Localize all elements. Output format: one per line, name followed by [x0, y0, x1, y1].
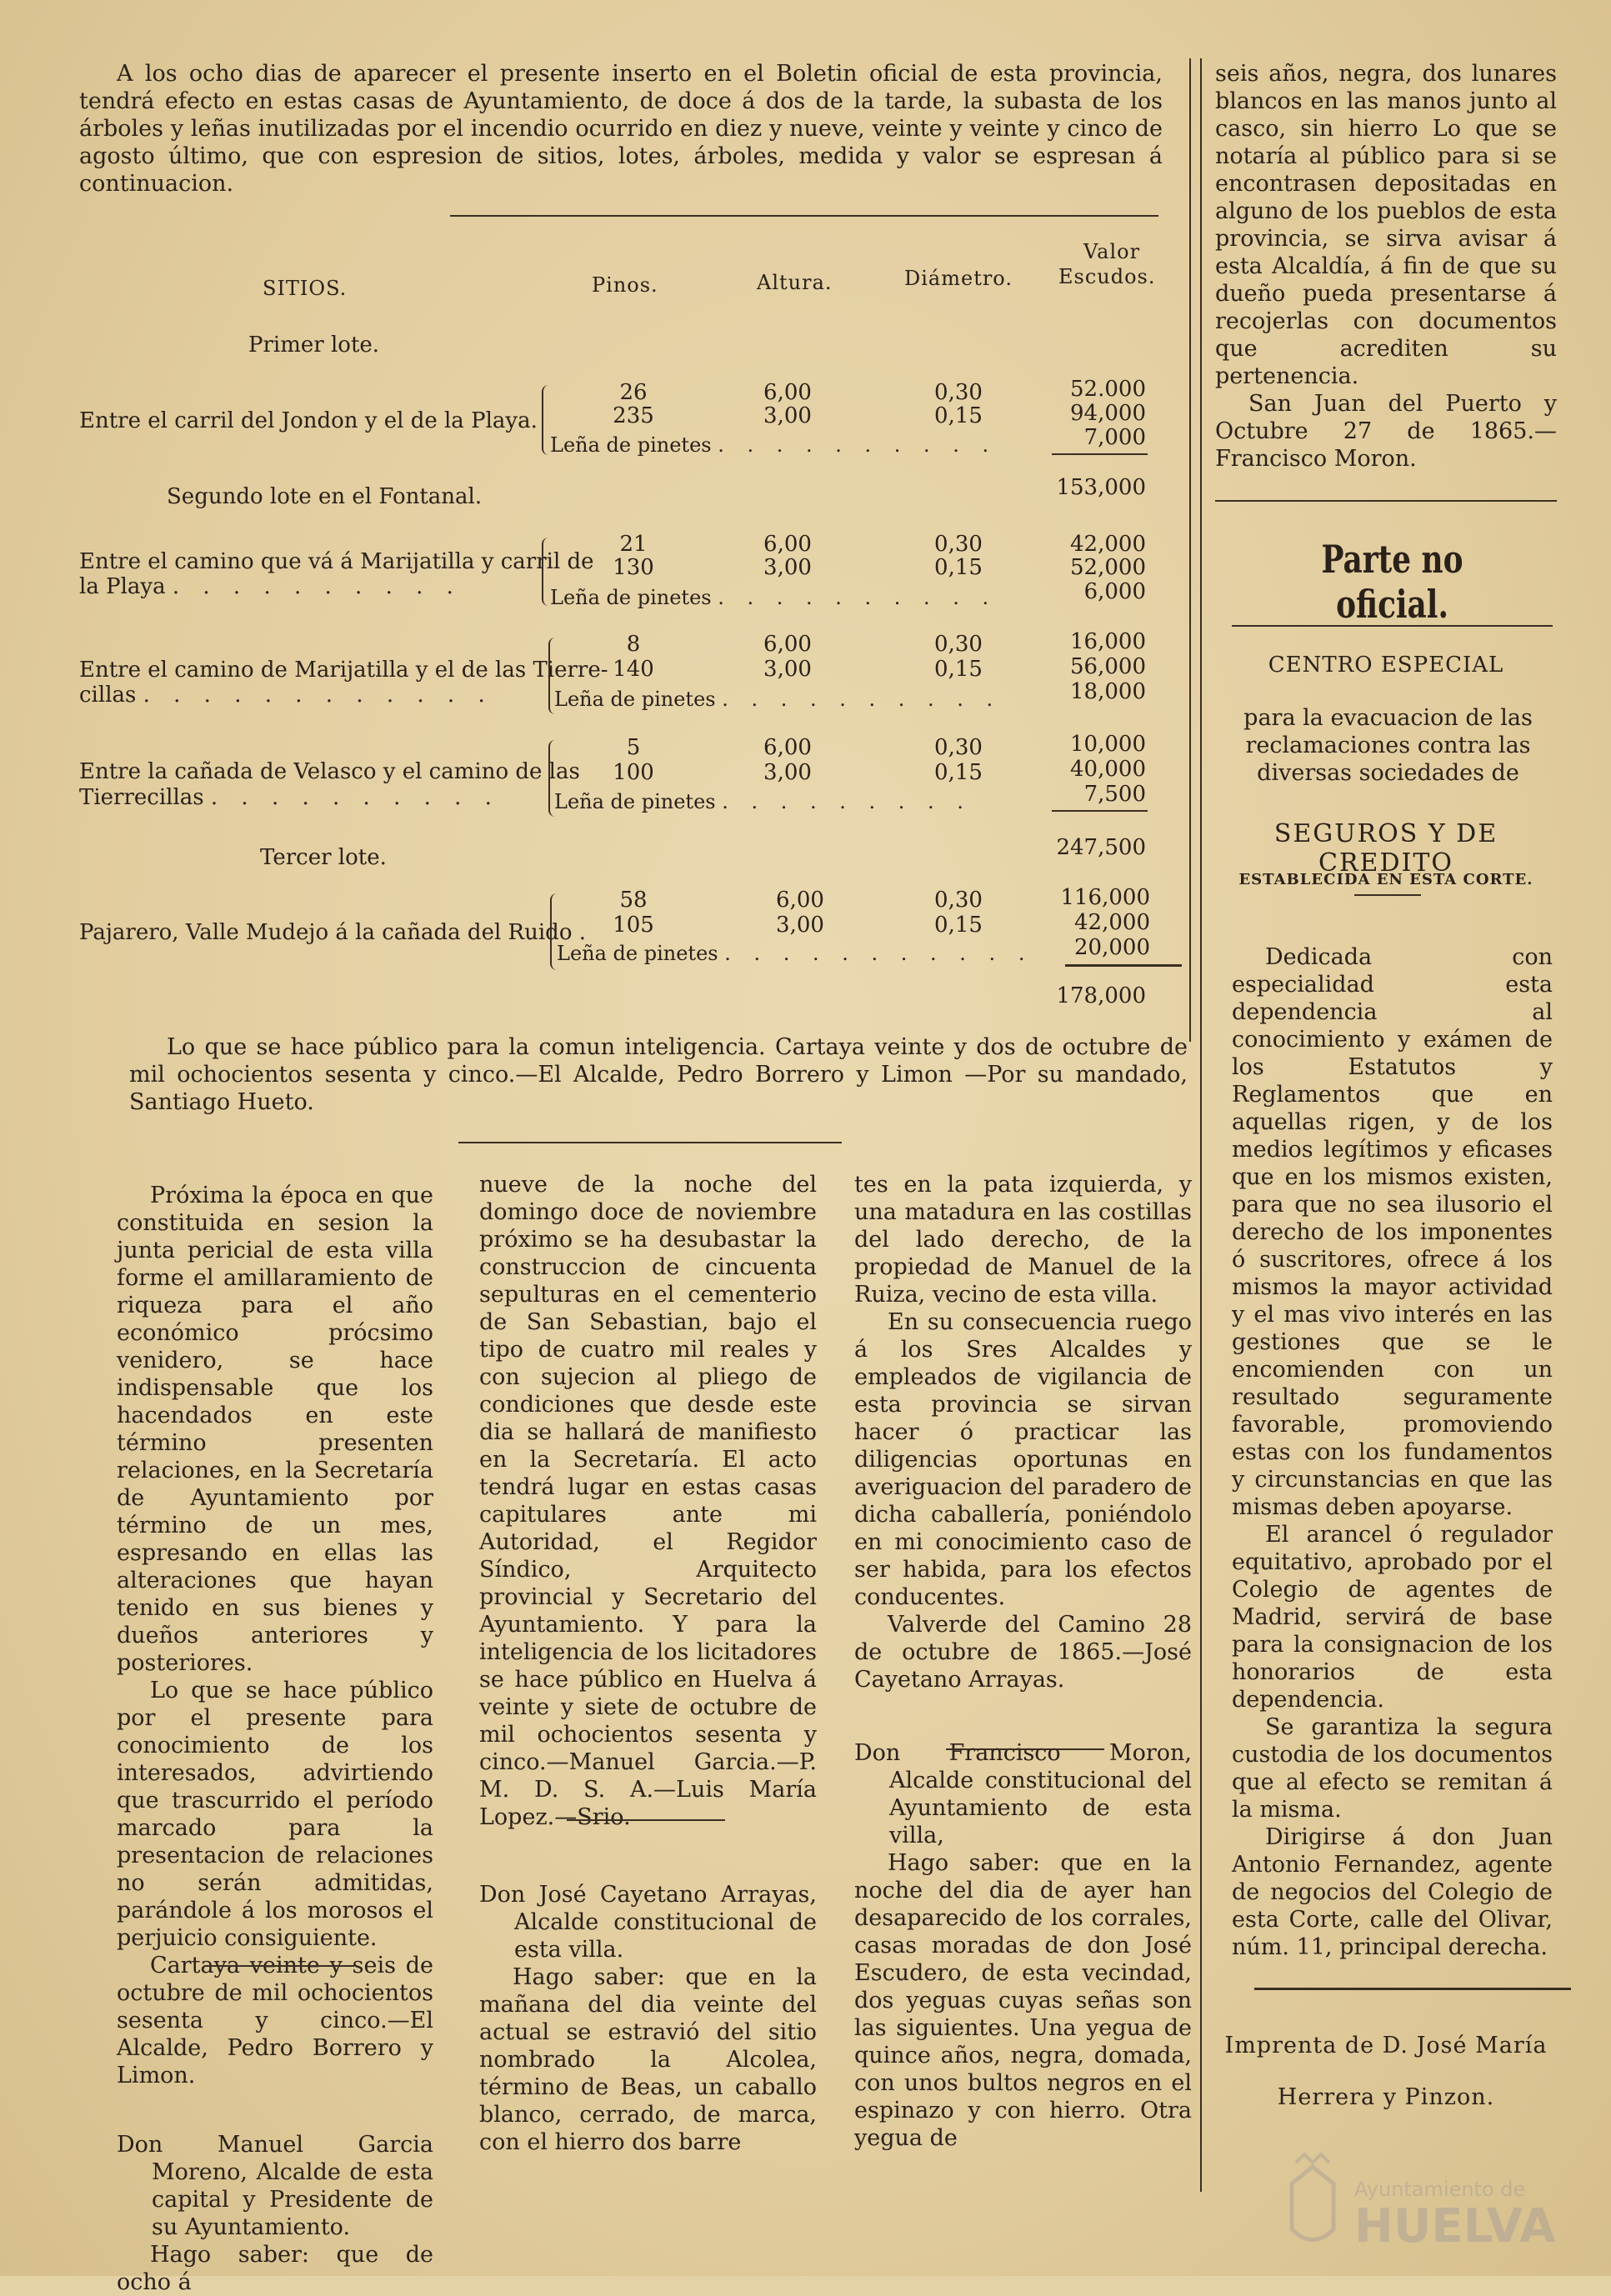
header-sitios: SITIOS.	[263, 277, 348, 300]
col1-paragraph-5: Hago saber: que de ocho á	[117, 2242, 433, 2295]
closing-paragraph: Lo que se hace público para la comun inteligencia. Cartaya veinte y dos de octubre de mil ochocientos sesenta y cinco.—El Alcalde, Pedro Borrero y Limon —Por su mandado, Santiago Hueto.	[129, 1034, 1188, 1115]
total-1: 153,000	[1056, 475, 1146, 500]
row3-diametro-1: 0,30	[934, 632, 983, 657]
watermark-line-2: HUELVA	[1354, 2199, 1556, 2253]
row1-pinos-2: 235	[613, 403, 654, 428]
row4-lena: Leña de pinetes . . . . . . . . .	[554, 790, 972, 813]
col4-paragraph-5: Se garantiza la segura custodia de los documentos que al efecto se remitan á la misma.	[1232, 1714, 1553, 1823]
separator	[1215, 500, 1557, 502]
row2-diametro-1: 0,30	[934, 532, 983, 557]
total-2: 247,500	[1056, 835, 1146, 860]
row5-sitio-text: Pajarero, Valle Mudejo á la cañada del Ruido	[79, 920, 573, 945]
establecida-heading: ESTABLECIDA EN ESTA CORTE.	[1238, 871, 1533, 888]
col1-paragraph-2: Lo que se hace público por el presente para conocimiento de los interesados, advirtiendo que trascurrido el período marcado para la presentacion de relaciones no serán admitidas, parándole á los morosos el perjuicio consiguiente.	[117, 1678, 433, 1951]
row5-pinos-1: 58	[619, 888, 648, 913]
separator	[1254, 1988, 1571, 1990]
col4-paragraph-2: San Juan del Puerto y Octubre 27 de 1865.—Francisco Moron.	[1215, 391, 1557, 472]
row3-valor-1: 16,000	[1070, 629, 1146, 654]
row1-lena-label: Leña de pinetes	[550, 433, 712, 457]
crown-shield-icon	[1275, 2150, 1575, 2267]
row1-altura-1: 6,00	[763, 380, 812, 405]
col4-paragraph-6: Dirigirse á don Juan Antonio Fernandez, agente de negocios del Colegio de esta Corte, calle del Olivar, núm. 11, principal derecha.	[1232, 1824, 1553, 1960]
row1-sitio: Entre el carril del Jondon y el de la Playa.	[79, 408, 538, 433]
row5-altura-2: 3,00	[776, 913, 824, 938]
col1-paragraph-3: Cartaya veinte y seis de octubre de mil ochocientos sesenta y cinco.—El Alcalde, Pedro Borrero y Limon.	[117, 1953, 433, 2088]
row2-sitio-1: Entre el camino que vá á Marijatilla y carril de	[79, 549, 594, 574]
row5-lena: Leña de pinetes . . . . . . . . . . .	[557, 942, 1033, 965]
row2-altura-2: 3,00	[763, 555, 812, 580]
ayuntamiento-watermark	[1275, 2150, 1575, 2267]
separator	[204, 1965, 354, 1967]
intro-paragraph: A los ocho dias de aparecer el presente inserto en el Boletin oficial de esta provincia, tendrá efecto en estas casas de Ayuntamiento, de doce á dos de la tarde, la subasta de los árboles y leñas inutilizadas por el incendio ocurrido en diez y nueve, veinte y veinte y cinco de agosto último, que con espresion de sitios, lotes, árboles, medida y valor se espresan á continuacion.	[79, 61, 1163, 197]
row1-pinos-1: 26	[619, 380, 648, 405]
separator	[458, 1142, 842, 1143]
row1-diametro-2: 0,15	[934, 403, 983, 428]
header-escudos-text: Escudos.	[1058, 265, 1156, 288]
row2-lena-label: Leña de pinetes	[550, 586, 712, 609]
row2-diametro-2: 0,15	[934, 555, 983, 580]
spacer	[479, 1831, 817, 1881]
col3-paragraph-2: En su consecuencia ruego á los Sres Alcaldes y empleados de vigilancia de esta provincia se sirvan hacer ó practicar las diligencias oportunas en averiguacion del paradero de dicha caballería, poniéndolo en mi conocimiento caso de ser habida, para los efectos conducentes.	[854, 1309, 1192, 1610]
row1-lena: Leña de pinetes . . . . . . . . . .	[550, 433, 998, 457]
col4-paragraph-4: El arancel ó regulador equitativo, aprobado por el Colegio de agentes de Madrid, servirá de base para la consignacion de los honorarios de esta dependencia.	[1232, 1522, 1553, 1713]
column-divider-right	[1200, 58, 1202, 2192]
col2-paragraph-1: nueve de la noche del domingo doce de noviembre próximo se ha desubastar la construccion de cincuenta sepulturas en el cementerio de San Sebastian, bajo el tipo de cuatro mil reales y con sujecion al pliego de condiciones que desde este dia se hallará de manifiesto en la Secretaría. El acto tendrá lugar en estas casas capitulares ante mi Autoridad, el Regidor Síndico, Arquitecto provincial y Secretario del Ayuntamiento. Y para la inteligencia de los licitadores se hace público en Huelva á veinte y siete de octubre de mil ochocientos sesenta y cinco.—Manuel Garcia.—P. M. D. S. A.—Luis María Lopez.—Srio.	[479, 1172, 817, 1830]
lot-label-primer: Primer lote.	[248, 333, 380, 358]
row5-sitio: Pajarero, Valle Mudejo á la cañada del Ruido .	[79, 920, 587, 945]
col2-paragraph-3: Hago saber: que en la mañana del dia veinte del actual se estravió del sitio nombrado la Alcolea, término de Beas, un caballo blanco, cerrado, de marca, con el hierro dos barre	[479, 1964, 817, 2155]
row5-lena-label: Leña de pinetes	[557, 942, 718, 965]
column-3	[854, 1171, 1192, 2152]
row2-sitio-2-text: la Playa	[79, 574, 166, 599]
col3-paragraph-1: tes en la pata izquierda, y una matadura en las costillas del lado derecho, de la propiedad de Manuel de la Ruiza, vecino de esta villa.	[854, 1172, 1192, 1308]
row3-lena: Leña de pinetes . . . . . . . . . .	[554, 688, 1002, 711]
row4-sitio-2-text: Tierrecillas	[79, 785, 204, 810]
row5-valor-2: 42,000	[1074, 910, 1150, 935]
column-divider	[1189, 58, 1191, 1042]
row4-valor-3: 7,500	[1083, 782, 1146, 807]
spacer	[854, 1693, 1192, 1739]
row3-altura-2: 3,00	[763, 657, 812, 682]
column-4-bottom	[1232, 943, 1553, 1961]
row2-valor-3: 6,000	[1083, 579, 1146, 604]
row4-sitio-1: Entre la cañada de Velasco y el camino de las	[79, 759, 580, 784]
separator	[946, 1748, 1104, 1750]
row2-valor-1: 42,000	[1070, 532, 1146, 557]
row4-sitio-2: Tierrecillas . . . . . . . . . .	[79, 785, 500, 810]
row2-pinos-2: 130	[613, 555, 654, 580]
row4-valor-1: 10,000	[1070, 732, 1146, 757]
row1-valor-2: 94,000	[1070, 401, 1146, 426]
row4-altura-2: 3,00	[763, 760, 812, 785]
column-2	[479, 1171, 817, 2156]
lot-label-tercer: Tercer lote.	[260, 845, 387, 870]
row5-diametro-2: 0,15	[934, 913, 983, 938]
separator	[1354, 894, 1421, 896]
seguros-heading: SEGUROS Y DE CREDITO	[1273, 819, 1498, 878]
centro-description: para la evacuacion de las reclamaciones contra las diversas sociedades de	[1243, 705, 1533, 786]
col4-paragraph-1: seis años, negra, dos lunares blancos en las manos junto al casco, sin hierro Lo que se notaría al público para si se encontrasen depositadas en alguno de los pueblos de esta provincia, se sirva avisar á esta Alcaldía, á fin de que su dueño pueda presentarse á recojerlas con documentos que acrediten su pertenencia.	[1215, 61, 1557, 389]
brace	[542, 385, 550, 455]
spacer	[117, 2089, 433, 2131]
row2-lena: Leña de pinetes . . . . . . . . . .	[550, 586, 998, 609]
col2-heading-arrayas: Don José Cayetano Arrayas, Alcalde constitucional de esta villa.	[479, 1882, 817, 1963]
row3-diametro-2: 0,15	[934, 657, 983, 682]
separator	[567, 1819, 725, 1821]
header-diametro: Diámetro.	[904, 267, 1013, 290]
row2-altura-1: 6,00	[763, 532, 812, 557]
separator	[1232, 625, 1553, 627]
row4-diametro-1: 0,30	[934, 735, 983, 760]
row3-valor-3: 18,000	[1070, 679, 1146, 704]
col3-heading-moron: Don Francisco Moron, Alcalde constitucional del Ayuntamiento de esta villa,	[854, 1740, 1192, 1848]
header-valor: Valor	[1083, 240, 1141, 263]
row4-valor-2: 40,000	[1070, 757, 1146, 782]
col3-paragraph-3: Valverde del Camino 28 de octubre de 1865.—José Cayetano Arrayas.	[854, 1612, 1192, 1693]
row3-sitio-2: cillas . . . . . . . . . . . .	[79, 683, 493, 708]
sum-rule	[1052, 810, 1148, 812]
row2-valor-2: 52,000	[1070, 555, 1146, 580]
lot-label-segundo: Segundo lote en el Fontanal.	[167, 484, 483, 509]
column-4-top	[1215, 60, 1557, 473]
row4-altura-1: 6,00	[763, 735, 812, 760]
row2-pinos-1: 21	[619, 532, 648, 557]
col1-heading-moreno: Don Manuel Garcia Moreno, Alcalde de esta capital y Presidente de su Ayuntamiento.	[117, 2132, 433, 2240]
row3-lena-label: Leña de pinetes	[554, 688, 716, 711]
row1-valor-3: 7,000	[1083, 425, 1146, 450]
brace	[542, 538, 550, 606]
col3-paragraph-5: Hago saber: que en la noche del dia de ayer han desaparecido de los corrales, casas moradas de don José Escudero, de esta vecindad, dos yeguas cuyas señas son las siguientes. Una yegua de quince años, negra, domada, con unos bultos negros en el espinazo y con hierro. Otra yegua de	[854, 1850, 1192, 2151]
row4-pinos-1: 5	[626, 735, 641, 760]
sum-rule	[1052, 453, 1148, 455]
row3-pinos-1: 8	[626, 632, 641, 657]
row2-sitio-2: la Playa . . . . . . . . . .	[79, 574, 462, 599]
row1-diametro-1: 0,30	[934, 380, 983, 405]
separator	[450, 215, 1158, 217]
row3-altura-1: 6,00	[763, 632, 812, 657]
col1-paragraph-1: Próxima la época en que constituida en sesion la junta pericial de esta villa forme el amillaramiento de riqueza para el año económico prócsimo venidero, se hace indispensable que los hacendados en este término presenten relaciones, en la Secretaría de Ayuntamiento por término de un mes, espresando en ellas las alteraciones que hayan tenido en sus bienes y dueños anteriores y posteriores.	[117, 1183, 433, 1676]
row1-valor-1: 52.000	[1070, 377, 1146, 402]
row5-valor-1: 116,000	[1060, 885, 1150, 910]
header-pinos: Pinos.	[592, 273, 658, 297]
watermark-line-1: Ayuntamiento de	[1354, 2178, 1526, 2201]
centro-especial-heading: CENTRO ESPECIAL	[1268, 653, 1504, 678]
column-1	[117, 1182, 433, 2296]
section-title-parte-no-oficial: Parte no oficial.	[1321, 537, 1463, 627]
row1-altura-2: 3,00	[763, 403, 812, 428]
header-altura: Altura.	[757, 271, 833, 294]
col4-paragraph-3: Dedicada con especialidad esta dependencia al conocimiento y exámen de los Estatutos y Reglamentos que en aquellas rigen, y de los medios legítimos y eficases que en los mismos existen, para que no sea ilusorio el derecho de los imponentes ó suscritores, ofrece á los mismos la mayor actividad y el mas vivo interés en las gestiones que se le encomienden con un resultado seguramente favorable, promoviendo estas con los fundamentos y circunstancias en que las mismas deben apoyarse.	[1232, 944, 1553, 1520]
imprenta-line-2: Herrera y Pinzon.	[1277, 2084, 1495, 2110]
imprenta-line-1: Imprenta de D. José María	[1224, 2033, 1548, 2058]
row4-pinos-2: 100	[613, 760, 654, 785]
row4-diametro-2: 0,15	[934, 760, 983, 785]
row3-pinos-2: 140	[613, 657, 654, 682]
row5-pinos-2: 105	[613, 913, 654, 938]
row5-altura-1: 6,00	[776, 888, 824, 913]
row3-valor-2: 56,000	[1070, 654, 1146, 679]
row5-diametro-1: 0,30	[934, 888, 983, 913]
row4-lena-label: Leña de pinetes	[554, 790, 716, 813]
row3-sitio-1: Entre el camino de Marijatilla y el de las Tierre-	[79, 658, 608, 683]
row3-sitio-2-text: cillas	[79, 683, 137, 708]
total-3: 178,000	[1056, 983, 1146, 1008]
sum-rule	[1065, 964, 1182, 967]
row5-valor-3: 20,000	[1074, 935, 1150, 960]
